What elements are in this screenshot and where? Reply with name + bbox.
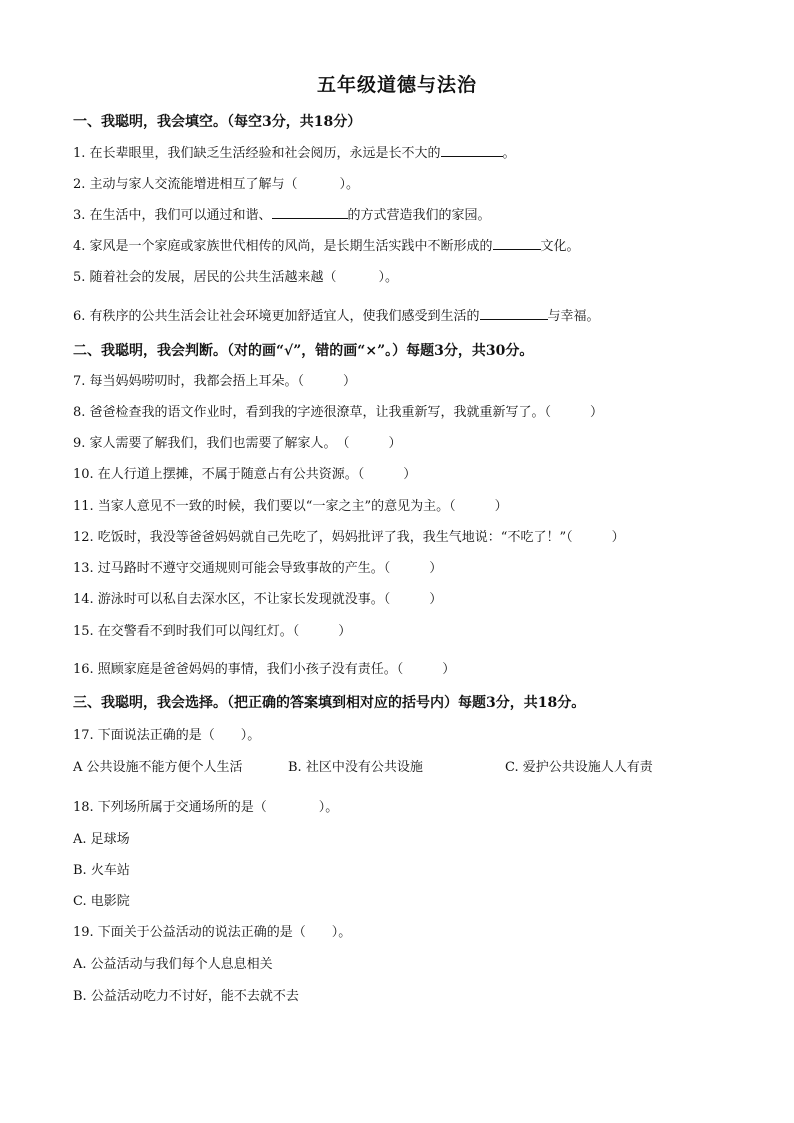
question-3 — [73, 204, 491, 223]
option-a[interactable]: A. 足球场 — [73, 832, 130, 847]
question-text: ）。 — [339, 177, 360, 192]
option-a[interactable]: A 公共设施不能方便个人生活 — [73, 760, 243, 775]
question-7: 7. 每当妈妈唠叨时，我都会捂上耳朵。（ ） — [73, 374, 357, 389]
option-b[interactable]: B. 社区中没有公共设施 — [288, 760, 423, 775]
question-text: 。 — [502, 146, 516, 161]
question-9: 9. 家人需要了解我们，我们也需要了解家人。 （ ） — [73, 436, 402, 451]
question-19: 19. 下面关于公益活动的说法正确的是（ ）。 — [73, 925, 352, 940]
question-text: 6. 有秩序的公共生活会让社会环境更加舒适宜人，使我们感受到生活的 — [73, 309, 480, 324]
question-6 — [73, 305, 600, 324]
answer-blank[interactable] — [480, 307, 548, 320]
question-13: 13. 过马路时不遵守交通规则可能会导致事故的产生。（ ） — [73, 561, 443, 576]
question-text: 的方式营造我们的家园。 — [347, 208, 491, 223]
option-c[interactable]: C. 电影院 — [73, 894, 130, 909]
question-text: 3. 在生活中，我们可以通过和谐、 — [73, 208, 272, 223]
page-title: 五年级道德与法治 — [316, 74, 477, 96]
question-text: 与幸福。 — [547, 309, 600, 324]
answer-blank[interactable] — [493, 237, 541, 250]
question-15: 15. 在交警看不到时我们可以闯红灯。（ ） — [73, 624, 352, 639]
question-5 — [73, 266, 398, 285]
option-a[interactable]: A. 公益活动与我们每个人息息相关 — [73, 957, 273, 972]
question-text: 4. 家风是一个家庭或家族世代相传的风尚，是长期生活实践中不断形成的 — [73, 239, 493, 254]
question-text: 5. 随着社会的发展，居民的公共生活越来越（ — [73, 270, 337, 285]
question-17: 17. 下面说法正确的是（ ）。 — [73, 728, 261, 743]
question-1 — [73, 142, 516, 161]
question-17-options — [73, 756, 653, 775]
question-12: 12. 吃饭时，我没等爸爸妈妈就自己先吃了，妈妈批评了我，我生气地说：“不吃了！”（ ） — [73, 530, 625, 545]
question-4 — [73, 235, 580, 254]
section-heading-judge: 二、我聪明，我会判断。（对的画“√”，错的画“×”。）每题3分，共30分。 — [73, 343, 534, 359]
section-heading-choice: 三、我聪明，我会选择。（把正确的答案填到相对应的括号内）每题3分，共18分。 — [73, 695, 586, 711]
question-18: 18. 下列场所属于交通场所的是（ ）。 — [73, 800, 339, 815]
question-text: 2. 主动与家人交流能增进相互了解与（ — [73, 177, 298, 192]
question-14: 14. 游泳时可以私自去深水区，不让家长发现就没事。（ ） — [73, 592, 443, 607]
option-c[interactable]: C. 爱护公共设施人人有责 — [505, 760, 653, 775]
question-11: 11. 当家人意见不一致的时候，我们要以“一家之主”的意见为主。（ ） — [73, 499, 508, 514]
question-16: 16. 照顾家庭是爸爸妈妈的事情，我们小孩子没有责任。（ ） — [73, 662, 456, 677]
question-text: 1. 在长辈眼里，我们缺乏生活经验和社会阅历，永远是长不大的 — [73, 146, 441, 161]
question-text: 文化。 — [540, 239, 580, 254]
question-8: 8. 爸爸检查我的语文作业时，看到我的字迹很潦草，让我重新写，我就重新写了。（ ） — [73, 405, 604, 420]
section-heading-fill: 一、我聪明，我会填空。（每空3分，共18分） — [73, 114, 362, 130]
question-2 — [73, 173, 359, 192]
question-10: 10. 在人行道上摆摊，不属于随意占有公共资源。（ ） — [73, 467, 417, 482]
answer-blank[interactable] — [272, 206, 348, 219]
answer-blank[interactable] — [441, 144, 503, 157]
question-text: ）。 — [378, 270, 399, 285]
option-b[interactable]: B. 公益活动吃力不讨好，能不去就不去 — [73, 989, 299, 1004]
option-b[interactable]: B. 火车站 — [73, 863, 130, 878]
